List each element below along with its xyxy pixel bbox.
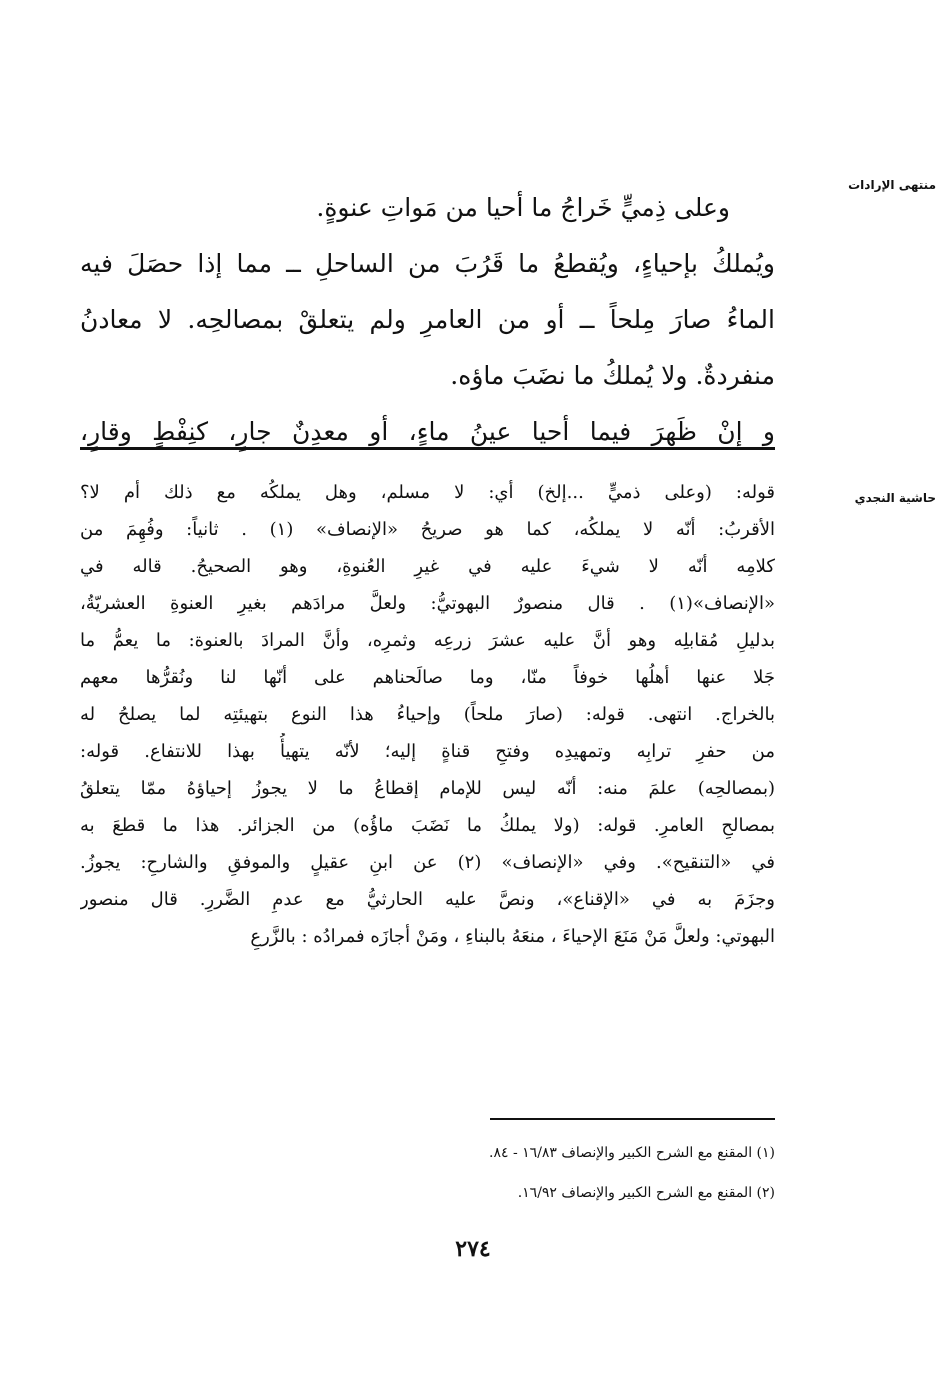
hashiya-line: (بمصالحِه) علمَ منه: أنّه ليس للإمام إقطاعُ ما لا يجوزُ إحياؤهُ ممّا يتعلقُ <box>80 778 775 799</box>
hashiya-line: كلامِه أنّه لا شيءَ عليه في غيرِ العُنوةِ، وهو الصحيحُ. قاله في <box>80 556 775 577</box>
matn-line: وعلى ذِميٍّ خَراجُ ما أحيا من مَواتِ عنوةٍ. <box>316 193 730 222</box>
hashiya-line: البهوتي: ولعلَّ مَنْ مَنَعَ الإحياءَ ، منعَهُ بالبناءِ ، ومَنْ أجازَه فمرادُه : بالزَّرعِ <box>250 926 775 947</box>
matn-line: ويُملكُ بإحياءٍ، ويُقطعُ ما قَرُبَ من الساحلِ ــ مما إذا حصَلَ فيه <box>80 249 775 278</box>
footnote-divider <box>490 1118 775 1120</box>
hashiya-line: بمصالحِ العامرِ. قوله: (ولا يملكُ ما نَضَبَ ماؤُه) من الجزائر. هذا ما قطعَ به <box>80 815 775 836</box>
footnote: (٢) المقنع مع الشرح الكبير والإنصاف ١٦/٩٢. <box>517 1185 775 1201</box>
hashiya-line: بالخراج. انتهى. قوله: (صارَ ملحاً) وإحياءُ هذا النوع بتهيئتِه لما يصلحُ له <box>80 704 775 725</box>
footnotes-block <box>80 1135 775 1215</box>
hashiya-section-label: حاشية النجدي <box>854 491 936 505</box>
matn-line: و إنْ ظَهرَ فيما أحيا عينُ ماءٍ، أو معدِنٌ جارٍ، كنِفْطٍ وقارٍ، <box>80 417 775 446</box>
matn-section-label: منتهى الإرادات <box>848 178 936 192</box>
matn-line: منفردةٌ. ولا يُملكُ ما نضَبَ ماؤه. <box>450 361 775 390</box>
hashiya-line: جَلا عنها أهلُها خوفاً منّا، وما صالَحناهم على أنّها لنا ونُقرُّها معهم <box>80 667 775 688</box>
hashiya-line: في «التنقيح». وفي «الإنصاف» (٢) عن ابنِ عقيلٍ والموفقِ والشارحِ: يجوزُ. <box>80 852 775 873</box>
matn-line: الماءُ صارَ مِلحاً ــ أو من العامرِ ولم يتعلقْ بمصالحِه. لا معادنُ <box>80 305 775 334</box>
hashiya-line: من حفرِ ترابِه وتمهيدِه وفتحِ قناةٍ إليه؛ لأنّه يتهيأُ بهذا للانتفاع. قوله: <box>80 741 775 762</box>
hashiya-line: الأقربُ: أنّه لا يملكُه، كما هو صريحُ «الإنصاف» (١) . ثانياً: وفُهِمَ من <box>80 519 775 540</box>
matn-text-block <box>80 180 775 460</box>
hashiya-text-block <box>80 474 775 955</box>
hashiya-line: بدليلِ مُقابلِه وهو أنَّ عليه عشرَ زرعِه وثمرِه، وأنَّ المرادَ بالعنوة: ما يعمُّ ما <box>80 630 775 651</box>
section-divider <box>80 447 775 450</box>
hashiya-line: قوله: (وعلى ذميٍّ ...إلخ) أي: لا مسلم، وهل يملكُه مع ذلك أم لا؟ <box>80 482 775 503</box>
hashiya-line: وجزَمَ به في «الإقناع»، ونصَّ عليه الحارثيُّ مع عدمِ الضَّررِ. قال منصور <box>80 889 775 910</box>
hashiya-line: «الإنصاف»(١) . قال منصورٌ البهوتيُّ: ولعلَّ مرادَهم بغيرِ العنوةِ العشريّةُ، <box>80 593 775 614</box>
page-number: ٢٧٤ <box>455 1236 491 1262</box>
footnote: (١) المقنع مع الشرح الكبير والإنصاف ١٦/٨٣ - ٨٤. <box>489 1145 775 1161</box>
